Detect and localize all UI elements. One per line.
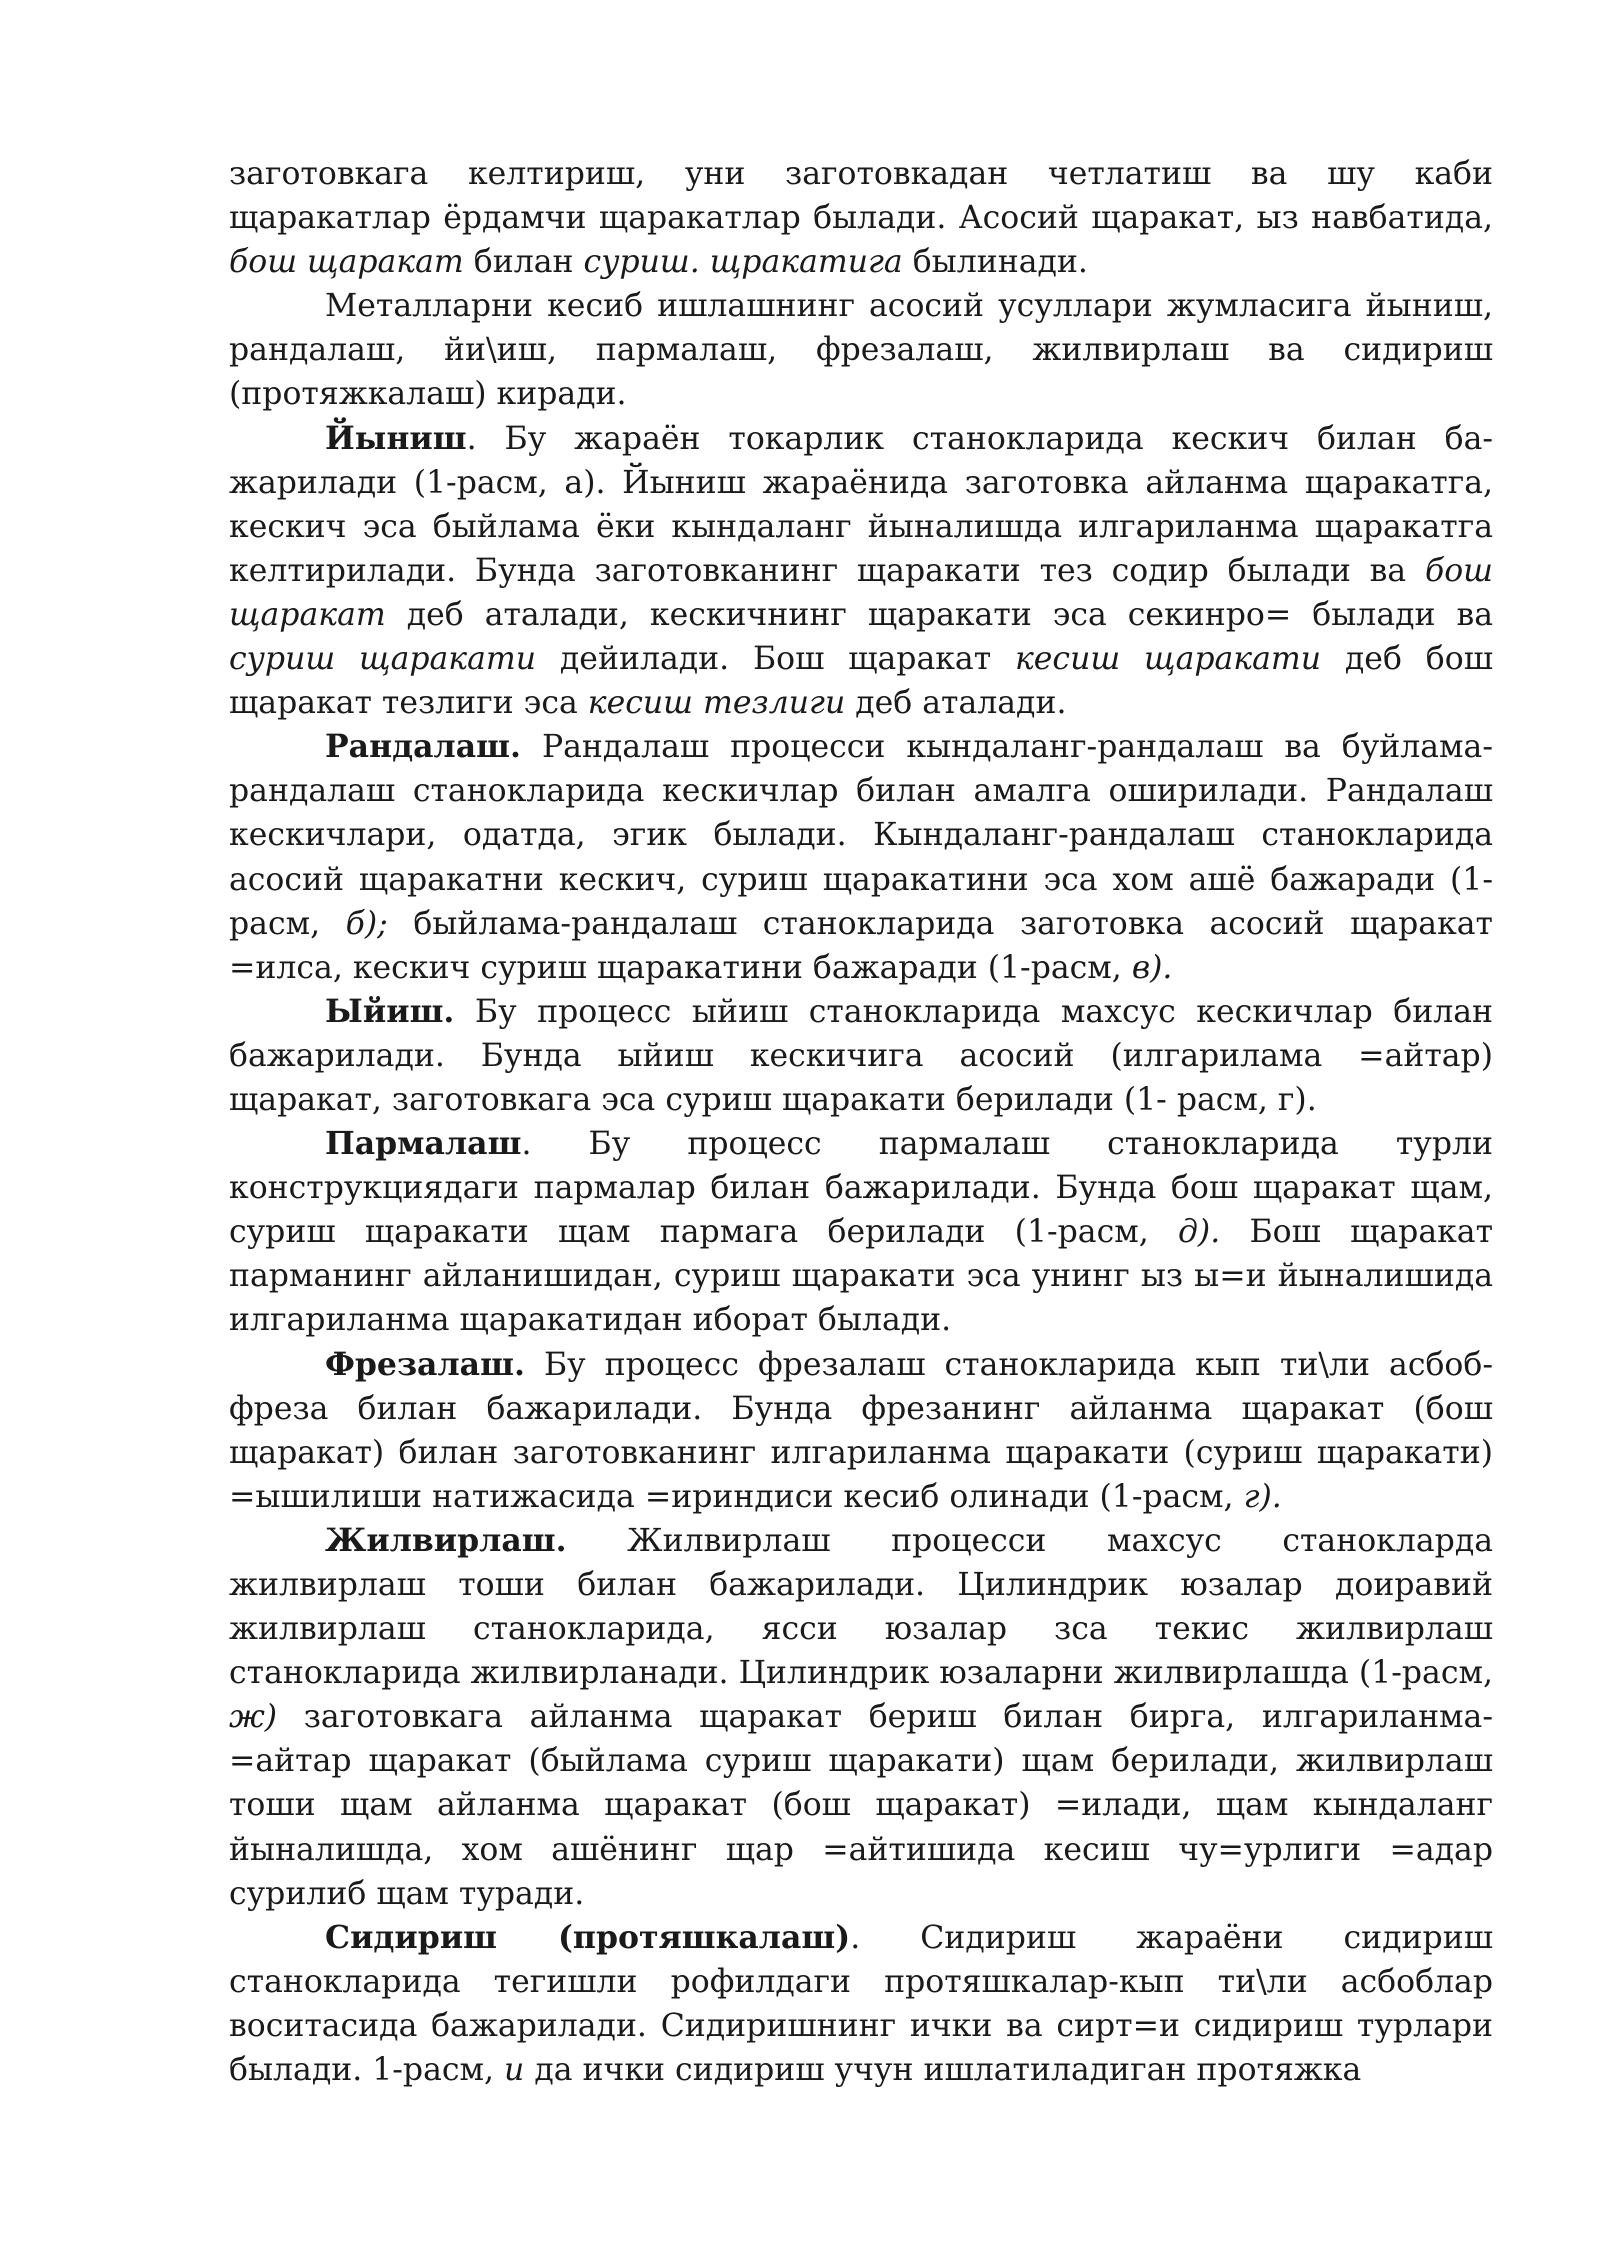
- paragraph-text: дейилади. Бош щаракат: [536, 641, 1015, 678]
- document-body: [229, 152, 1493, 2092]
- emphasis-text: кесиш тезлиги: [587, 685, 846, 722]
- emphasis-text: б);: [345, 905, 388, 942]
- emphasis-text: суриш. щракатига: [583, 244, 903, 281]
- paragraph-text: заготовкага айланма щаракат бериш билан бирга, илгариланма-=айтар щаракат (быйлама суриш щаракати) щам берилади, жилвирлаш тоши щам айланма щаракат (бош щаракат) =илади, щам кындаланг йыналишда, хом ашёнинг щар =айтишида кесиш чу=урлиги =адар сурилиб щам туради.: [229, 1699, 1493, 1912]
- paragraph: [229, 417, 1493, 726]
- emphasis-text: суриш щаракати: [229, 641, 537, 678]
- paragraph: [229, 1122, 1493, 1342]
- emphasis-text: бош щаракат: [229, 244, 464, 281]
- paragraph-heading: Пармалаш: [325, 1125, 522, 1163]
- paragraph-text: . Бу жараён токарлик станокларида кескич билан ба-жарилади (1-расм, а). Йыниш жараёнида заготовка айланма щаракатга, кескич эса быйлама ёки кындаланг йыналишда илгариланма щаракатга келтирилади. Бунда заготовканинг щаракати тез содир былади ва: [229, 420, 1493, 589]
- paragraph-text: да ички сидириш учун ишлатиладиган протяжка: [524, 2052, 1362, 2089]
- paragraph-text: деб аталади, кескичнинг щаракати эса секинро= былади ва: [385, 596, 1493, 633]
- paragraph: [229, 1519, 1493, 1916]
- paragraph-text: . Бу процесс пармалаш станокларида турли конструкциядаги пармалар билан бажарилади. Бунда бош щаракат щам, суриш щаракати щам пармага берилади (1-расм,: [229, 1126, 1493, 1251]
- paragraph: [229, 284, 1493, 416]
- paragraph-text: Рандалаш процесси кындаланг-рандалаш ва буйлама-рандалаш станокларида кескичлар билан амалга оширилади. Рандалаш кескичлари, одатда, эгик былади. Кындаланг-рандалаш станокларида асосий щаракатни кескич, суриш щаракатини эса хом ашё бажаради (1-расм,: [229, 729, 1493, 942]
- paragraph-text: быйлама-рандалаш станокларида заготовка асосий щаракат =илса, кескич суриш щаракатини бажаради (1-расм,: [229, 905, 1493, 986]
- paragraph-text: . Сидириш жараёни сидириш станокларида тегишли рофилдаги протяшкалар-кып ти\ли асбоблар воситасида бажарилади. Сидиришнинг ички ва сирт=и сидириш турлари былади. 1-расм,: [229, 1919, 1493, 2089]
- emphasis-text: ж): [229, 1699, 278, 1736]
- paragraph: [229, 725, 1493, 990]
- paragraph-heading: Ыйиш.: [325, 992, 455, 1030]
- paragraph: [229, 990, 1493, 1122]
- paragraph-text: билан: [463, 244, 584, 281]
- paragraph-text: Бу процесс фрезалаш станокларида кып ти\ли асбоб-фреза билан бажарилади. Бунда фрезанинг айланма щаракат (бош щаракат) билан заготовканинг илгариланма щаракати (суриш щаракати) =ышилиши натижасида =ириндиси кесиб олинади (1-расм,: [229, 1346, 1493, 1515]
- paragraph-heading: Жилвирлаш.: [325, 1521, 567, 1559]
- paragraph-text: былинади.: [902, 244, 1088, 281]
- paragraph: [229, 1343, 1493, 1519]
- emphasis-text: д).: [1177, 1214, 1221, 1251]
- emphasis-text: г).: [1243, 1478, 1282, 1515]
- emphasis-text: кесиш щаракати: [1014, 641, 1322, 678]
- paragraph-text: заготовкага келтириш, уни заготовкадан четлатиш ва шу каби щаракатлар ёрдамчи щаракатлар былади. Асосий щаракат, ыз навбатида,: [229, 156, 1493, 237]
- paragraph-text: деб бош щаракат тезлиги эса: [229, 641, 1493, 722]
- emphasis-text: в).: [1131, 949, 1173, 986]
- paragraph-text: Металларни кесиб ишлашнинг асосий усуллари жумласига йыниш, рандалаш, йи\иш, пармалаш, фрезалаш, жилвирлаш ва сидириш (протяжкалаш) киради.: [229, 288, 1493, 413]
- paragraph-text: Бош щаракат парманинг айланишидан, суриш щаракати эса унинг ыз ы=и йыналишида илгариланма щаракатидан иборат былади.: [229, 1214, 1493, 1339]
- emphasis-text: и: [504, 2052, 525, 2089]
- paragraph-text: Бу процесс ыйиш станокларида махсус кескичлар билан бажарилади. Бунда ыйиш кескичига асосий (илгарилама =айтар) щаракат, заготовкага эса суриш щаракати берилади (1- расм, г).: [229, 993, 1493, 1118]
- paragraph-heading: Рандалаш.: [325, 728, 521, 766]
- paragraph: [229, 1916, 1493, 2092]
- paragraph-text: Жилвирлаш процесси махсус станокларда жилвирлаш тоши билан бажарилади. Цилиндрик юзалар доиравий жилвирлаш станокларида, ясси юзалар зса текис жилвирлаш станокларида жилвирланади. Цилиндрик юзаларни жилвирлашда (1-расм,: [229, 1522, 1493, 1692]
- paragraph: [229, 152, 1493, 284]
- paragraph-heading: Фрезалаш.: [325, 1345, 525, 1383]
- paragraph-heading: Йыниш: [325, 419, 467, 457]
- emphasis-text: бош щаракат: [229, 552, 1493, 633]
- paragraph-text: деб аталади.: [845, 685, 1067, 722]
- paragraph-heading: Сидириш (протяшкалаш): [325, 1918, 851, 1956]
